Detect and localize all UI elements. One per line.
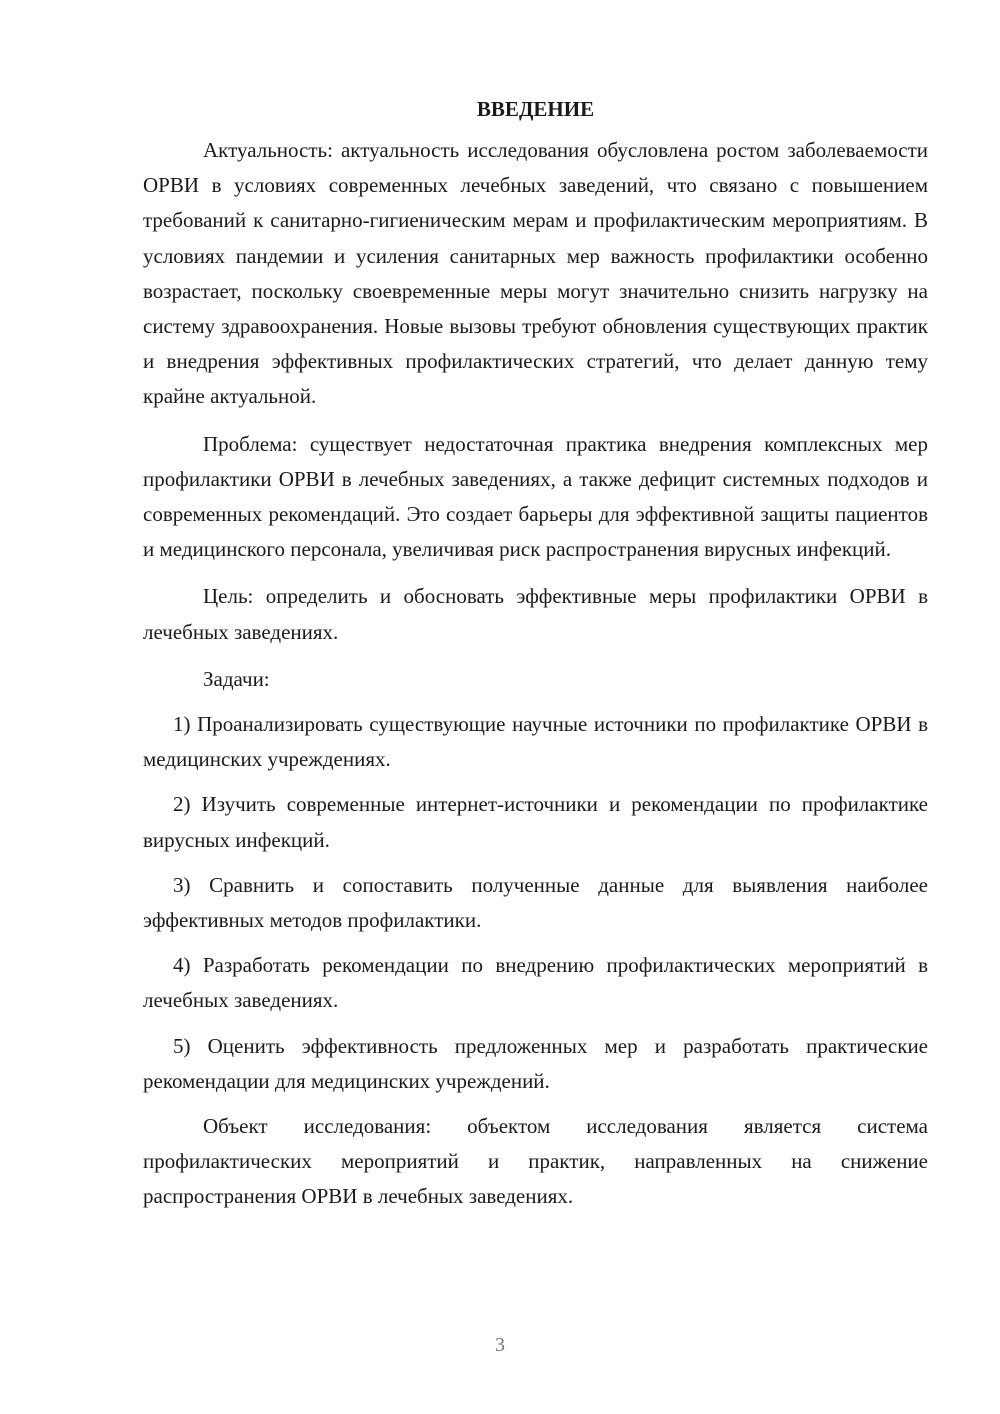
page-title: ВВЕДЕНИЕ [476,97,595,121]
tasks-label: Задачи: [203,666,270,691]
task-item: 5) Оценить эффективность предложенных мер и разработать практические рекомендации для медицинских учреждений. [143,1033,928,1093]
task-item: 4) Разработать рекомендации по внедрению профилактических мероприятий в лечебных заведениях. [143,953,928,1013]
goal-paragraph: Цель: определить и обосновать эффективные меры профилактики ОРВИ в лечебных заведениях. [143,584,928,644]
task-item: 2) Изучить современные интернет-источники и рекомендации по профилактике вирусных инфекций. [143,792,928,852]
task-item: 3) Сравнить и сопоставить полученные данные для выявления наиболее эффективных методов профилактики. [143,872,928,933]
document-page [143,92,928,1215]
tasks-list [143,707,928,1099]
task-item: 1) Проанализировать существующие научные источники по профилактике ОРВИ в медицинских учреждениях. [143,712,928,772]
page-number: 3 [495,1334,505,1356]
problem-paragraph: Проблема: существует недостаточная практика внедрения комплексных мер профилактики ОРВИ в лечебных заведениях, а также дефицит системных подходов и современных рекомендаций. Это создает барьеры для эффективной защиты пациентов и медицинского персонала, увеличивая риск распространения вирусных инфекций. [143,431,928,562]
object-paragraph: Объект исследования: объектом исследования является система профилактических мероприятий и практик, направленных на снижение распространения ОРВИ в лечебных заведениях. [143,1114,928,1209]
relevance-paragraph: Актуальность: актуальность исследования обусловлена ростом заболеваемости ОРВИ в условиях современных лечебных заведений, что связано с повышением требований к санитарно-гигиеническим мерам и профилактическим мероприятиям. В условиях пандемии и усиления санитарных мер важность профилактики особенно возрастает, поскольку своевременные меры могут значительно снизить нагрузку на систему здравоохранения. Новые вызовы требуют обновления существующих практик и внедрения эффективных профилактических стратегий, что делает данную тему крайне актуальной. [143,138,928,409]
